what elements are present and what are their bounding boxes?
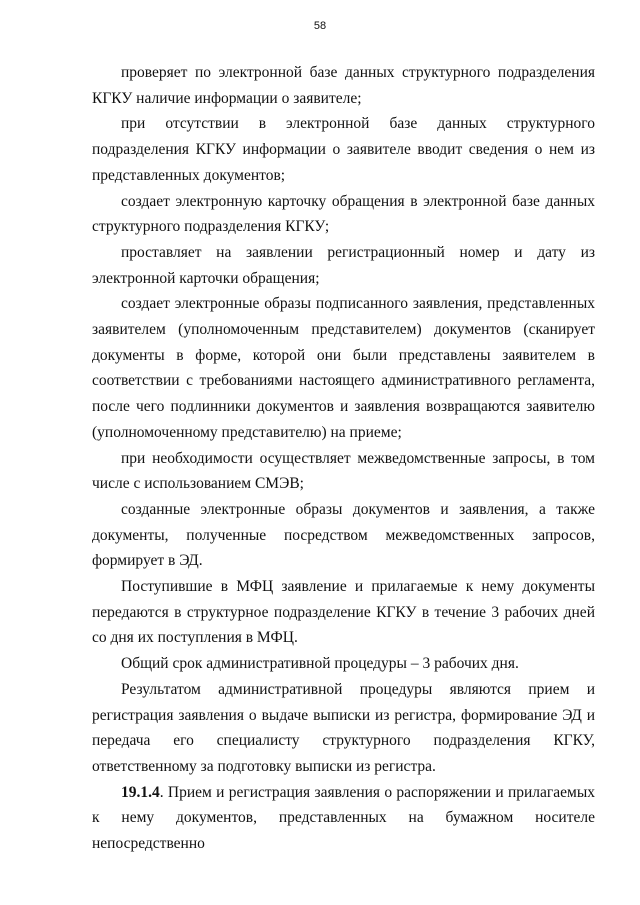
section-title: . Прием и регистрация заявления о распоряжении и прилагаемых к нему документов, представленных на бумажном носителе непосредственно: [92, 783, 595, 853]
paragraph: созданные электронные образы документов и заявления, а также документы, полученные посредством межведомственных запросов, формирует в ЭД.: [92, 500, 595, 570]
paragraph: Результатом административной процедуры являются прием и регистрация заявления о выдаче выписки из регистра, формирование ЭД и передача его специалисту структурного подразделения КГКУ, ответственному за подготовку выписки из регистра.: [92, 680, 595, 775]
page-number: 58: [313, 20, 327, 32]
paragraph: при отсутствии в электронной базе данных структурного подразделения КГКУ информации о заявителе вводит сведения о нем из представленных документов;: [92, 115, 595, 184]
paragraph: Общий срок административной процедуры – 3 рабочих дня.: [121, 655, 519, 673]
paragraph: создает электронные образы подписанного заявления, представленных заявителем (уполномоченным представителем) документов (сканирует документы в форме, которой они были представлены заявителем в соответствии с требованиями настоящего административного регламента, после чего подлинники документов и заявления возвращаются заявителю (уполномоченному представителю) на приеме;: [92, 295, 595, 441]
paragraph: Поступившие в МФЦ заявление и прилагаемые к нему документы передаются в структурное подразделение КГКУ в течение 3 рабочих дней со дня их поступления в МФЦ.: [92, 578, 595, 647]
paragraph: при необходимости осуществляет межведомственные запросы, в том числе с использованием СМЭВ;: [92, 449, 595, 493]
section-number: 19.1.4: [121, 783, 160, 801]
paragraph: проверяет по электронной базе данных структурного подразделения КГКУ наличие информации о заявителе;: [92, 64, 595, 107]
document-body: [92, 60, 595, 857]
paragraph: создает электронную карточку обращения в электронной базе данных структурного подразделения КГКУ;: [92, 192, 595, 236]
paragraph: проставляет на заявлении регистрационный номер и дату из электронной карточки обращения;: [92, 243, 595, 287]
section-paragraph: [92, 780, 595, 857]
